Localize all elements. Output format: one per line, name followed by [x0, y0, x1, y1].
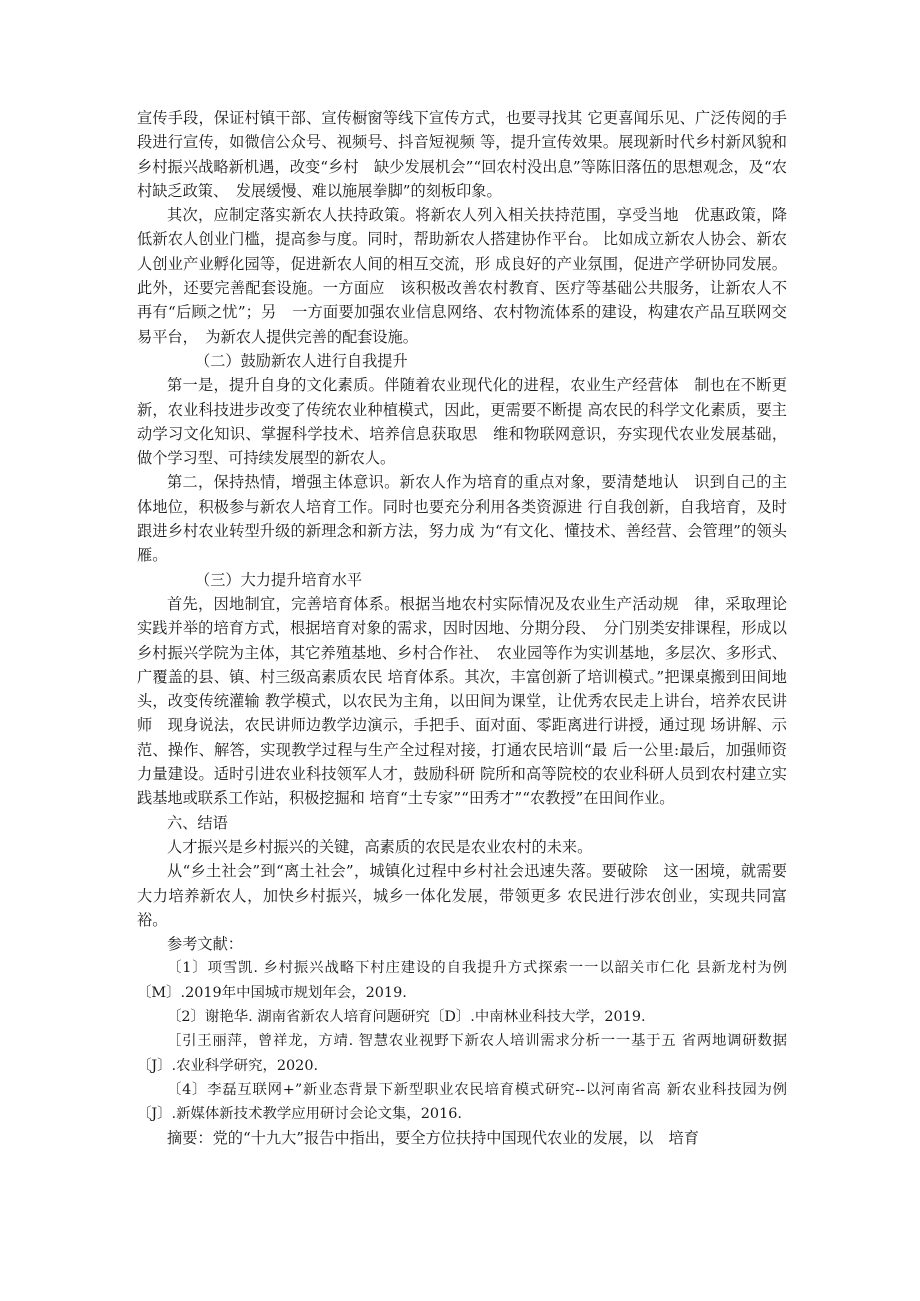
paragraph-conclusion-1: 人才振兴是乡村振兴的关键，高素质的农民是农业农村的未来。 — [167, 837, 593, 856]
paragraph-subject-awareness: 第二，保持热情，增强主体意识。新农人作为培育的重点对象，要清楚地认 识到自己的主体地位，积极参与新农人培育工作。同时也要充分利用各类资源进 行自我创新，自我培育，及时跟进乡村农业转型升级的新理念和新方法，努力成 为“有文化、懂技术、善经营、会管理”的领头雁。 — [137, 473, 787, 565]
paragraph-training-system: 首先，因地制宜，完善培育体系。根据当地农村实际情况及农业生产活动规 律，采取理论实践并举的培育方式，根据培育对象的需求，因时因地、分期分段、 分门别类安排课程，形成以乡村振兴学院为主体，其它养殖基地、乡村合作社、 农业园等作为实训基地，多层次、多形式、广覆盖的县、镇、村三级高素质农民 培育体系。其次，丰富创新了培训模式。”把课桌搬到田间地头，改变传统灌输 教学模式，以农民为主角，以田间为课堂，让优秀农民走上讲台，培养农民讲师 现身说法，农民讲师边教学边演示，手把手、面对面、零距离进行讲授，通过现 场讲解、示范、操作、解答，实现教学过程与生产全过程对接，打通农民培训“最 后一公里:最后，加强师资力量建设。适时引进农业科技领军人才，鼓励科研 院所和高等院校的农业科研人员到农村建立实践基地或联系工作站，积极挖掘和 培育“土专家”“田秀才”“农教授”在田间作业。 — [137, 594, 787, 808]
references-heading: 参考文献： — [167, 935, 243, 954]
section-heading-self-improvement: （二）鼓励新农人进行自我提升 — [195, 351, 408, 370]
paragraph-conclusion-2: 从“乡土社会”到“离土社会”，城镇化过程中乡村社会迅速失落。要破除 这一困境，就需要大力培养新农人，加快乡村振兴，城乡一体化发展，带领更多 农民进行涉农创业，实现共同富裕。 — [137, 862, 787, 929]
section-heading-conclusion: 六、结语 — [167, 813, 228, 832]
paragraph-publicity-channels: 宣传手段，保证村镇干部、宣传橱窗等线下宣传方式，也要寻找其 它更喜闻乐见、广泛传阅的手段进行宣传，如微信公众号、视频号、抖音短视频 等，提升宣传效果。展现新时代乡村新风貌和乡村振兴战略新机遇，改变“乡村 缺少发展机会”“回农村没出息”等陈旧落伍的思想观念，及“农村缺乏政策、 发展缓慢、难以施展拳脚”的刻板印象。 — [137, 109, 787, 200]
reference-item-4: 〔4〕李磊互联网+”新业态背景下新型职业农民培育模式研究--以河南省高 新农业科技园为例〔J〕.新媒体新技术教学应用研讨会论文集，2016. — [137, 1081, 787, 1123]
text-column — [137, 106, 787, 1151]
paragraph-support-policy: 其次，应制定落实新农人扶持政策。将新农人列入相关扶持范围，享受当地 优惠政策，降低新农人创业门槛，提高参与度。同时，帮助新农人搭建协作平台。 比如成立新农人协会、新农人创业产业孵化园等，促进新农人间的相互交流，形 成良好的产业氛围，促进产学研协同发展。此外，还要完善配套设施。一方面应 该积极改善农村教育、医疗等基础公共服务，让新农人不再有“后顾之忧”；另 一方面要加强农业信息网络、农村物流体系的建设，构建农产品互联网交易平台， 为新农人提供完善的配套设施。 — [137, 206, 787, 346]
paragraph-cultural-quality: 第一是，提升自身的文化素质。伴随着农业现代化的进程，农业生产经营体 制也在不断更新，农业科技进步改变了传统农业种植模式，因此，更需要不断提 高农民的科学文化素质，要主动学习文化知识、掌握科学技术、培养信息获取思 维和物联网意识，夯实现代农业发展基础，做个学习型、可持续发展型的新农人。 — [137, 376, 787, 468]
paragraph-abstract: 摘要：党的“十九大”报告中指出，要全方位扶持中国现代农业的发展，以 培育 — [167, 1129, 699, 1148]
reference-item-3: ［引王丽萍，曾祥龙，方靖. 智慧农业视野下新农人培训需求分析一一基于五 省两地调研数据〔J〕.农业科学研究，2020. — [137, 1033, 787, 1074]
reference-item-2: 〔2〕谢艳华. 湖南省新农人培育问题研究〔D〕.中南林业科技大学，2019. — [167, 1008, 646, 1025]
reference-item-1: 〔1〕项雪凯. 乡村振兴战略下村庄建设的自我提升方式探索一一以韶关市仁化 县新龙村为例〔M〕.2019年中国城市规划年会，2019. — [137, 960, 787, 1001]
section-heading-training-level: （三）大力提升培育水平 — [195, 570, 363, 589]
